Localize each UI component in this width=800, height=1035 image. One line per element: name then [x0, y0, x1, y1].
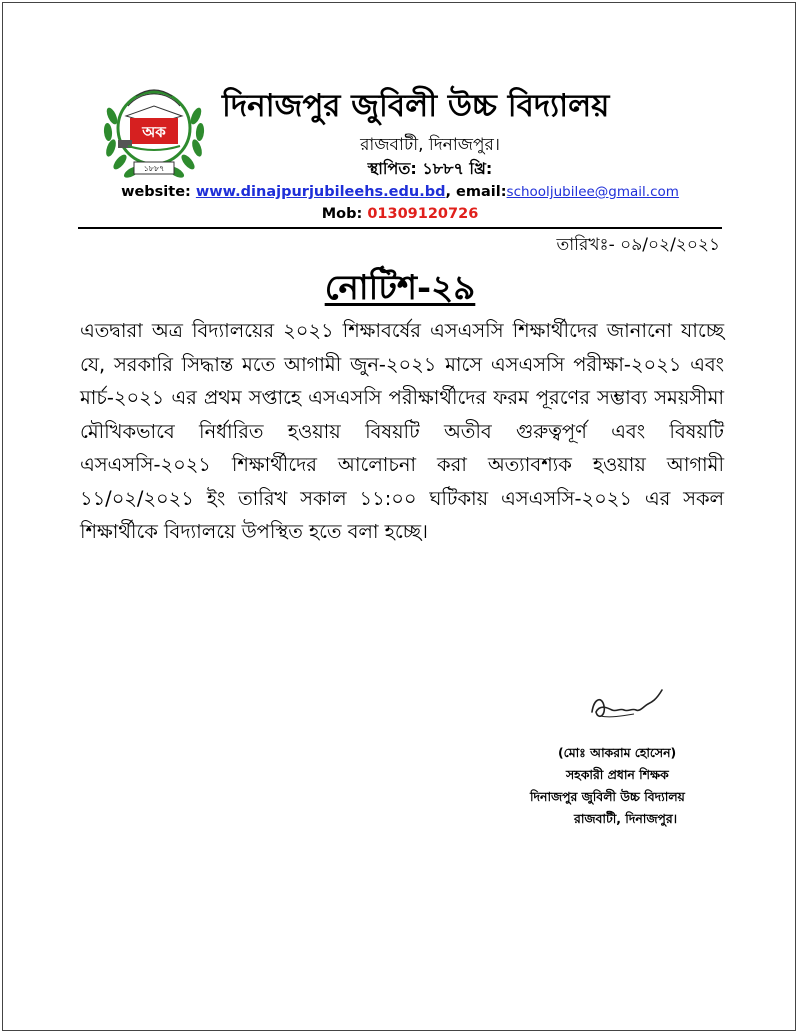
established-year: স্থাপিত: ১৮৮৭ খ্রি: — [367, 159, 493, 178]
signatory-title: সহকারী প্রধান শিক্ষক — [566, 767, 669, 782]
signatory-name: (মোঃ আকরাম হোসেন) — [558, 745, 677, 760]
school-name: দিনাজপুর জুবিলী উচ্চ বিদ্যালয় — [222, 88, 610, 124]
email-label: , email: — [445, 184, 507, 200]
svg-text:অক: অক — [142, 123, 166, 141]
contact-line — [0, 184, 800, 200]
signatory-address: রাজবাটী, দিনাজপুর। — [574, 811, 678, 826]
notice-date: তারিখঃ- ০৯/০২/২০২১ — [556, 235, 720, 255]
notice-title-wrap — [0, 262, 800, 319]
signature — [586, 682, 674, 726]
website-label: website: — [121, 184, 196, 200]
notice-body: এতদ্বারা অত্র বিদ্যালয়ের ২০২১ শিক্ষাবর্ষের এসএসসি শিক্ষার্থীদের জানানো যাচ্ছে যে, সরকারি সিদ্ধান্ত মতে আগামী জুন-২০২১ মাসে এসএসসি পরীক্ষা-২০২১ এবং মার্চ-২০২১ এর প্রথম সপ্তাহে এসএসসি পরীক্ষার্থীদের ফরম পূরণের সম্ভাব্য সময়সীমা মৌখিকভাবে নির্ধারিত হওয়ায় বিষয়টি অতীব গুরুত্বপূর্ণ এবং বিষয়টি এসএসসি-২০২১ শিক্ষার্থীদের আলোচনা করা অত্যাবশ্যক হওয়ায় আগামী ১১/০২/২০২১ ইং তারিখ সকাল ১১:০০ ঘটিকায় এসএসসি-২০২১ এর সকল শিক্ষার্থীকে বিদ্যালয়ে উপস্থিত হতে বলা হচ্ছে। — [80, 319, 724, 543]
website-link[interactable]: www.dinajpurjubileehs.edu.bd — [195, 184, 446, 200]
signatory-block — [522, 742, 732, 830]
header-divider — [78, 227, 722, 229]
mobile-line — [0, 206, 800, 222]
notice-title: নোটিশ-২৯ — [324, 268, 476, 308]
school-address: রাজবাটী, দিনাজপুর। — [360, 135, 500, 155]
svg-text:১৮৮৭: ১৮৮৭ — [143, 164, 165, 173]
mobile-label: Mob: — [321, 206, 368, 222]
email-link[interactable]: schooljubilee@gmail.com — [506, 184, 679, 200]
mobile-number: 01309120726 — [367, 206, 479, 222]
signatory-school: দিনাজপুর জুবিলী উচ্চ বিদ্যালয় — [530, 789, 685, 804]
